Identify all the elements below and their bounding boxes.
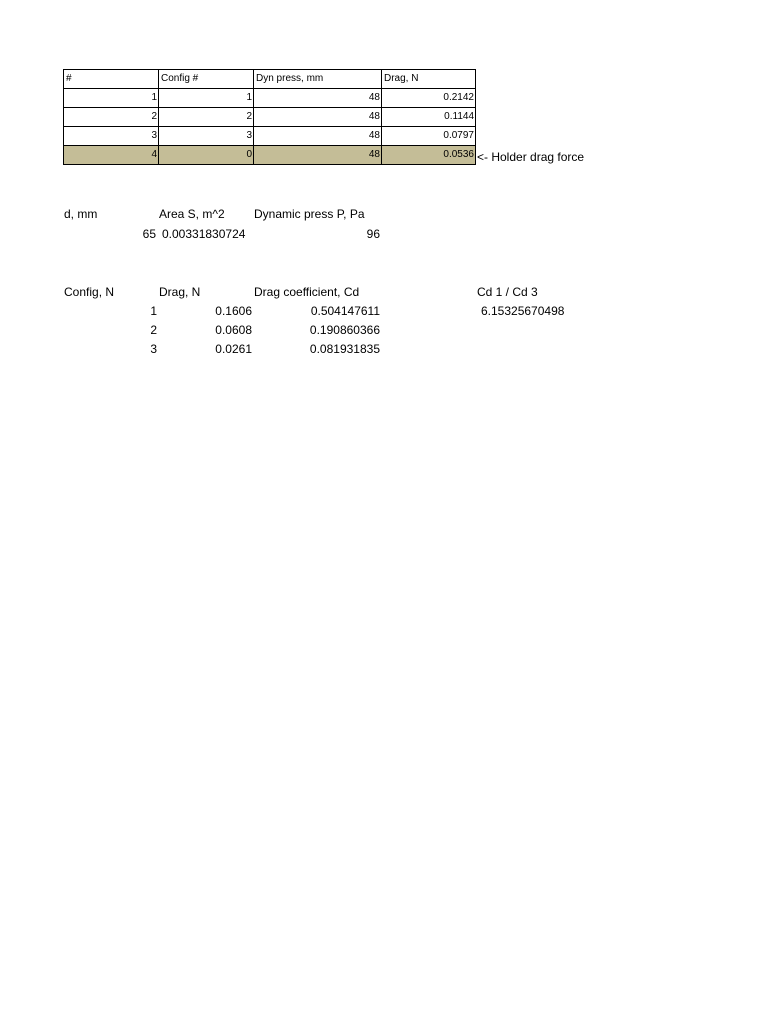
result-drag[interactable]: 0.0608 — [215, 323, 252, 337]
header-cell[interactable]: Drag, N — [382, 70, 476, 89]
holder-drag-note: <- Holder drag force — [477, 150, 585, 164]
result-drag[interactable]: 0.1606 — [215, 304, 252, 318]
result-header-config: Config, N — [64, 285, 115, 299]
table-cell[interactable]: 48 — [254, 108, 382, 127]
table-cell[interactable]: 2 — [159, 108, 254, 127]
result-cd[interactable]: 0.081931835 — [309, 342, 380, 356]
table-cell[interactable]: 1 — [64, 89, 159, 108]
table-cell[interactable]: 3 — [64, 127, 159, 146]
table-row — [64, 127, 476, 146]
result-cd[interactable]: 0.190860366 — [309, 323, 380, 337]
table-cell[interactable]: 3 — [159, 127, 254, 146]
table-cell[interactable]: 0.2142 — [382, 89, 476, 108]
table-cell[interactable]: 0.0797 — [382, 127, 476, 146]
param-value-pressure[interactable]: 96 — [366, 227, 380, 241]
table-cell[interactable]: 48 — [254, 89, 382, 108]
param-header-area: Area S, m^2 — [159, 207, 225, 221]
drag-measurements-table — [63, 69, 476, 165]
result-cd[interactable]: 0.504147611 — [310, 304, 380, 318]
table-cell[interactable]: 0.1144 — [382, 108, 476, 127]
table-cell[interactable]: 0.0536 — [382, 146, 476, 165]
param-header-d: d, mm — [64, 207, 98, 221]
table-row — [64, 89, 476, 108]
result-config[interactable]: 3 — [150, 342, 157, 356]
result-ratio[interactable]: 6.15325670498 — [481, 304, 565, 318]
table-cell[interactable]: 4 — [64, 146, 159, 165]
header-cell[interactable]: Config # — [159, 70, 254, 89]
param-value-area[interactable]: 0.00331830724 — [162, 227, 246, 241]
result-drag[interactable]: 0.0261 — [215, 342, 252, 356]
table-cell[interactable]: 0 — [159, 146, 254, 165]
header-cell[interactable]: Dyn press, mm — [254, 70, 382, 89]
table-cell[interactable]: 2 — [64, 108, 159, 127]
table-row-highlighted — [64, 146, 476, 165]
table-cell[interactable]: 48 — [254, 146, 382, 165]
param-header-pressure: Dynamic press P, Pa — [254, 207, 365, 221]
result-header-cd: Drag coefficient, Cd — [254, 285, 360, 299]
result-header-drag: Drag, N — [159, 285, 201, 299]
table-cell[interactable]: 1 — [159, 89, 254, 108]
result-config[interactable]: 1 — [150, 304, 157, 318]
result-config[interactable]: 2 — [150, 323, 157, 337]
param-value-d[interactable]: 65 — [142, 227, 156, 241]
table-header-row — [64, 70, 476, 89]
result-header-ratio: Cd 1 / Cd 3 — [477, 285, 538, 299]
header-cell[interactable]: # — [64, 70, 159, 89]
table-cell[interactable]: 48 — [254, 127, 382, 146]
table-row — [64, 108, 476, 127]
